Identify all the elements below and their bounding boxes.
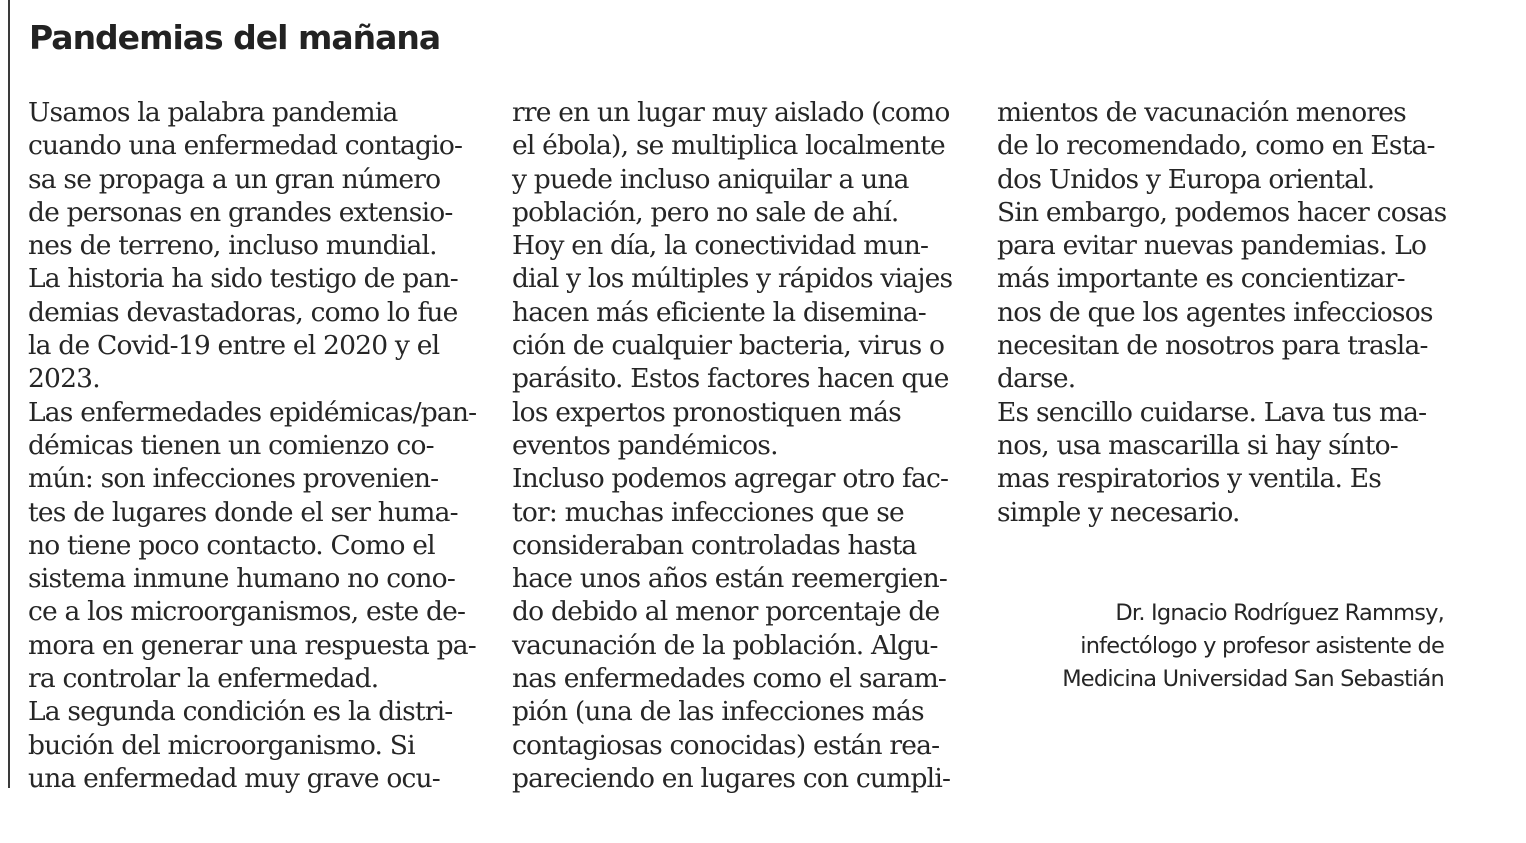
- text-line: los expertos pronostiquen más: [512, 396, 901, 428]
- text-line: sistema inmune humano no cono-: [28, 563, 455, 595]
- text-line: sa se propaga a un gran número: [28, 163, 441, 195]
- text-line: no tiene poco contacto. Como el: [28, 529, 435, 561]
- text-line: más importante es concientizar-: [997, 263, 1405, 295]
- text-line: Las enfermedades epidémicas/pan-: [28, 396, 477, 428]
- text-line: tes de lugares donde el ser huma-: [28, 496, 458, 528]
- text-line: ce a los microorganismos, este de-: [28, 596, 466, 628]
- article-column-3: [997, 96, 1446, 529]
- text-line: la de Covid-19 entre el 2020 y el: [28, 330, 440, 362]
- text-line: 2023.: [28, 363, 100, 395]
- text-line: ción de cualquier bacteria, virus o: [512, 330, 945, 362]
- text-line: bución del microorganismo. Si: [28, 729, 415, 761]
- text-line: ra controlar la enfermedad.: [28, 663, 379, 695]
- author-signature: [1062, 597, 1444, 696]
- text-line: nas enfermedades como el saram-: [512, 663, 947, 695]
- text-line: vacunación de la población. Algu-: [512, 629, 938, 661]
- text-line: eventos pandémicos.: [512, 429, 778, 461]
- text-line: necesitan de nosotros para trasla-: [997, 330, 1428, 362]
- text-line: el ébola), se multiplica localmente: [512, 130, 945, 162]
- text-line: nos de que los agentes infecciosos: [997, 296, 1433, 328]
- text-line: parásito. Estos factores hacen que: [512, 363, 949, 395]
- text-line: Incluso podemos agregar otro fac-: [512, 463, 949, 495]
- text-line: démicas tienen un comienzo co-: [28, 429, 434, 461]
- text-line: mas respiratorios y ventila. Es: [997, 463, 1382, 495]
- text-line: dial y los múltiples y rápidos viajes: [512, 263, 953, 295]
- column-rule: [8, 0, 10, 788]
- text-line: de lo recomendado, como en Esta-: [997, 130, 1435, 162]
- text-line: Sin embargo, podemos hacer cosas: [997, 196, 1447, 228]
- text-line: para evitar nuevas pandemias. Lo: [997, 230, 1427, 262]
- text-line: una enfermedad muy grave ocu-: [28, 762, 440, 794]
- text-line: La segunda condición es la distri-: [28, 696, 453, 728]
- text-line: simple y necesario.: [997, 496, 1240, 528]
- article-column-1: [28, 96, 476, 795]
- text-line: nos, usa mascarilla si hay sínto-: [997, 429, 1398, 461]
- text-line: darse.: [997, 363, 1076, 395]
- text-line: cuando una enfermedad contagio-: [28, 130, 463, 162]
- text-line: mora en generar una respuesta pa-: [28, 629, 476, 661]
- text-line: Hoy en día, la conectividad mun-: [512, 230, 929, 262]
- text-line: Usamos la palabra pandemia: [28, 97, 398, 128]
- text-line: dos Unidos y Europa oriental.: [997, 163, 1375, 195]
- text-line: rre en un lugar muy aislado (como: [512, 97, 950, 128]
- article-headline: Pandemias del mañana: [29, 18, 441, 57]
- signature-line: Dr. Ignacio Rodríguez Rammsy,: [1115, 600, 1444, 626]
- text-line: do debido al menor porcentaje de: [512, 596, 940, 628]
- text-line: población, pero no sale de ahí.: [512, 196, 899, 228]
- text-line: hacen más eficiente la disemina-: [512, 296, 926, 328]
- text-line: de personas en grandes extensio-: [28, 196, 453, 228]
- text-line: La historia ha sido testigo de pan-: [28, 263, 458, 295]
- text-line: demias devastadoras, como lo fue: [28, 296, 458, 328]
- signature-line: Medicina Universidad San Sebastián: [1062, 666, 1444, 692]
- text-line: mientos de vacunación menores: [997, 97, 1406, 128]
- text-line: hace unos años están reemergien-: [512, 563, 948, 595]
- signature-line: infectólogo y profesor asistente de: [1080, 633, 1444, 659]
- text-line: pareciendo en lugares con cumpli-: [512, 762, 951, 794]
- text-line: pión (una de las infecciones más: [512, 696, 924, 728]
- text-line: nes de terreno, incluso mundial.: [28, 230, 437, 262]
- text-line: contagiosas conocidas) están rea-: [512, 729, 940, 761]
- text-line: consideraban controladas hasta: [512, 529, 917, 561]
- text-line: y puede incluso aniquilar a una: [512, 163, 909, 195]
- text-line: tor: muchas infecciones que se: [512, 496, 904, 528]
- text-line: Es sencillo cuidarse. Lava tus ma-: [997, 396, 1427, 428]
- text-line: mún: son infecciones provenien-: [28, 463, 439, 495]
- article-column-2: [512, 96, 952, 795]
